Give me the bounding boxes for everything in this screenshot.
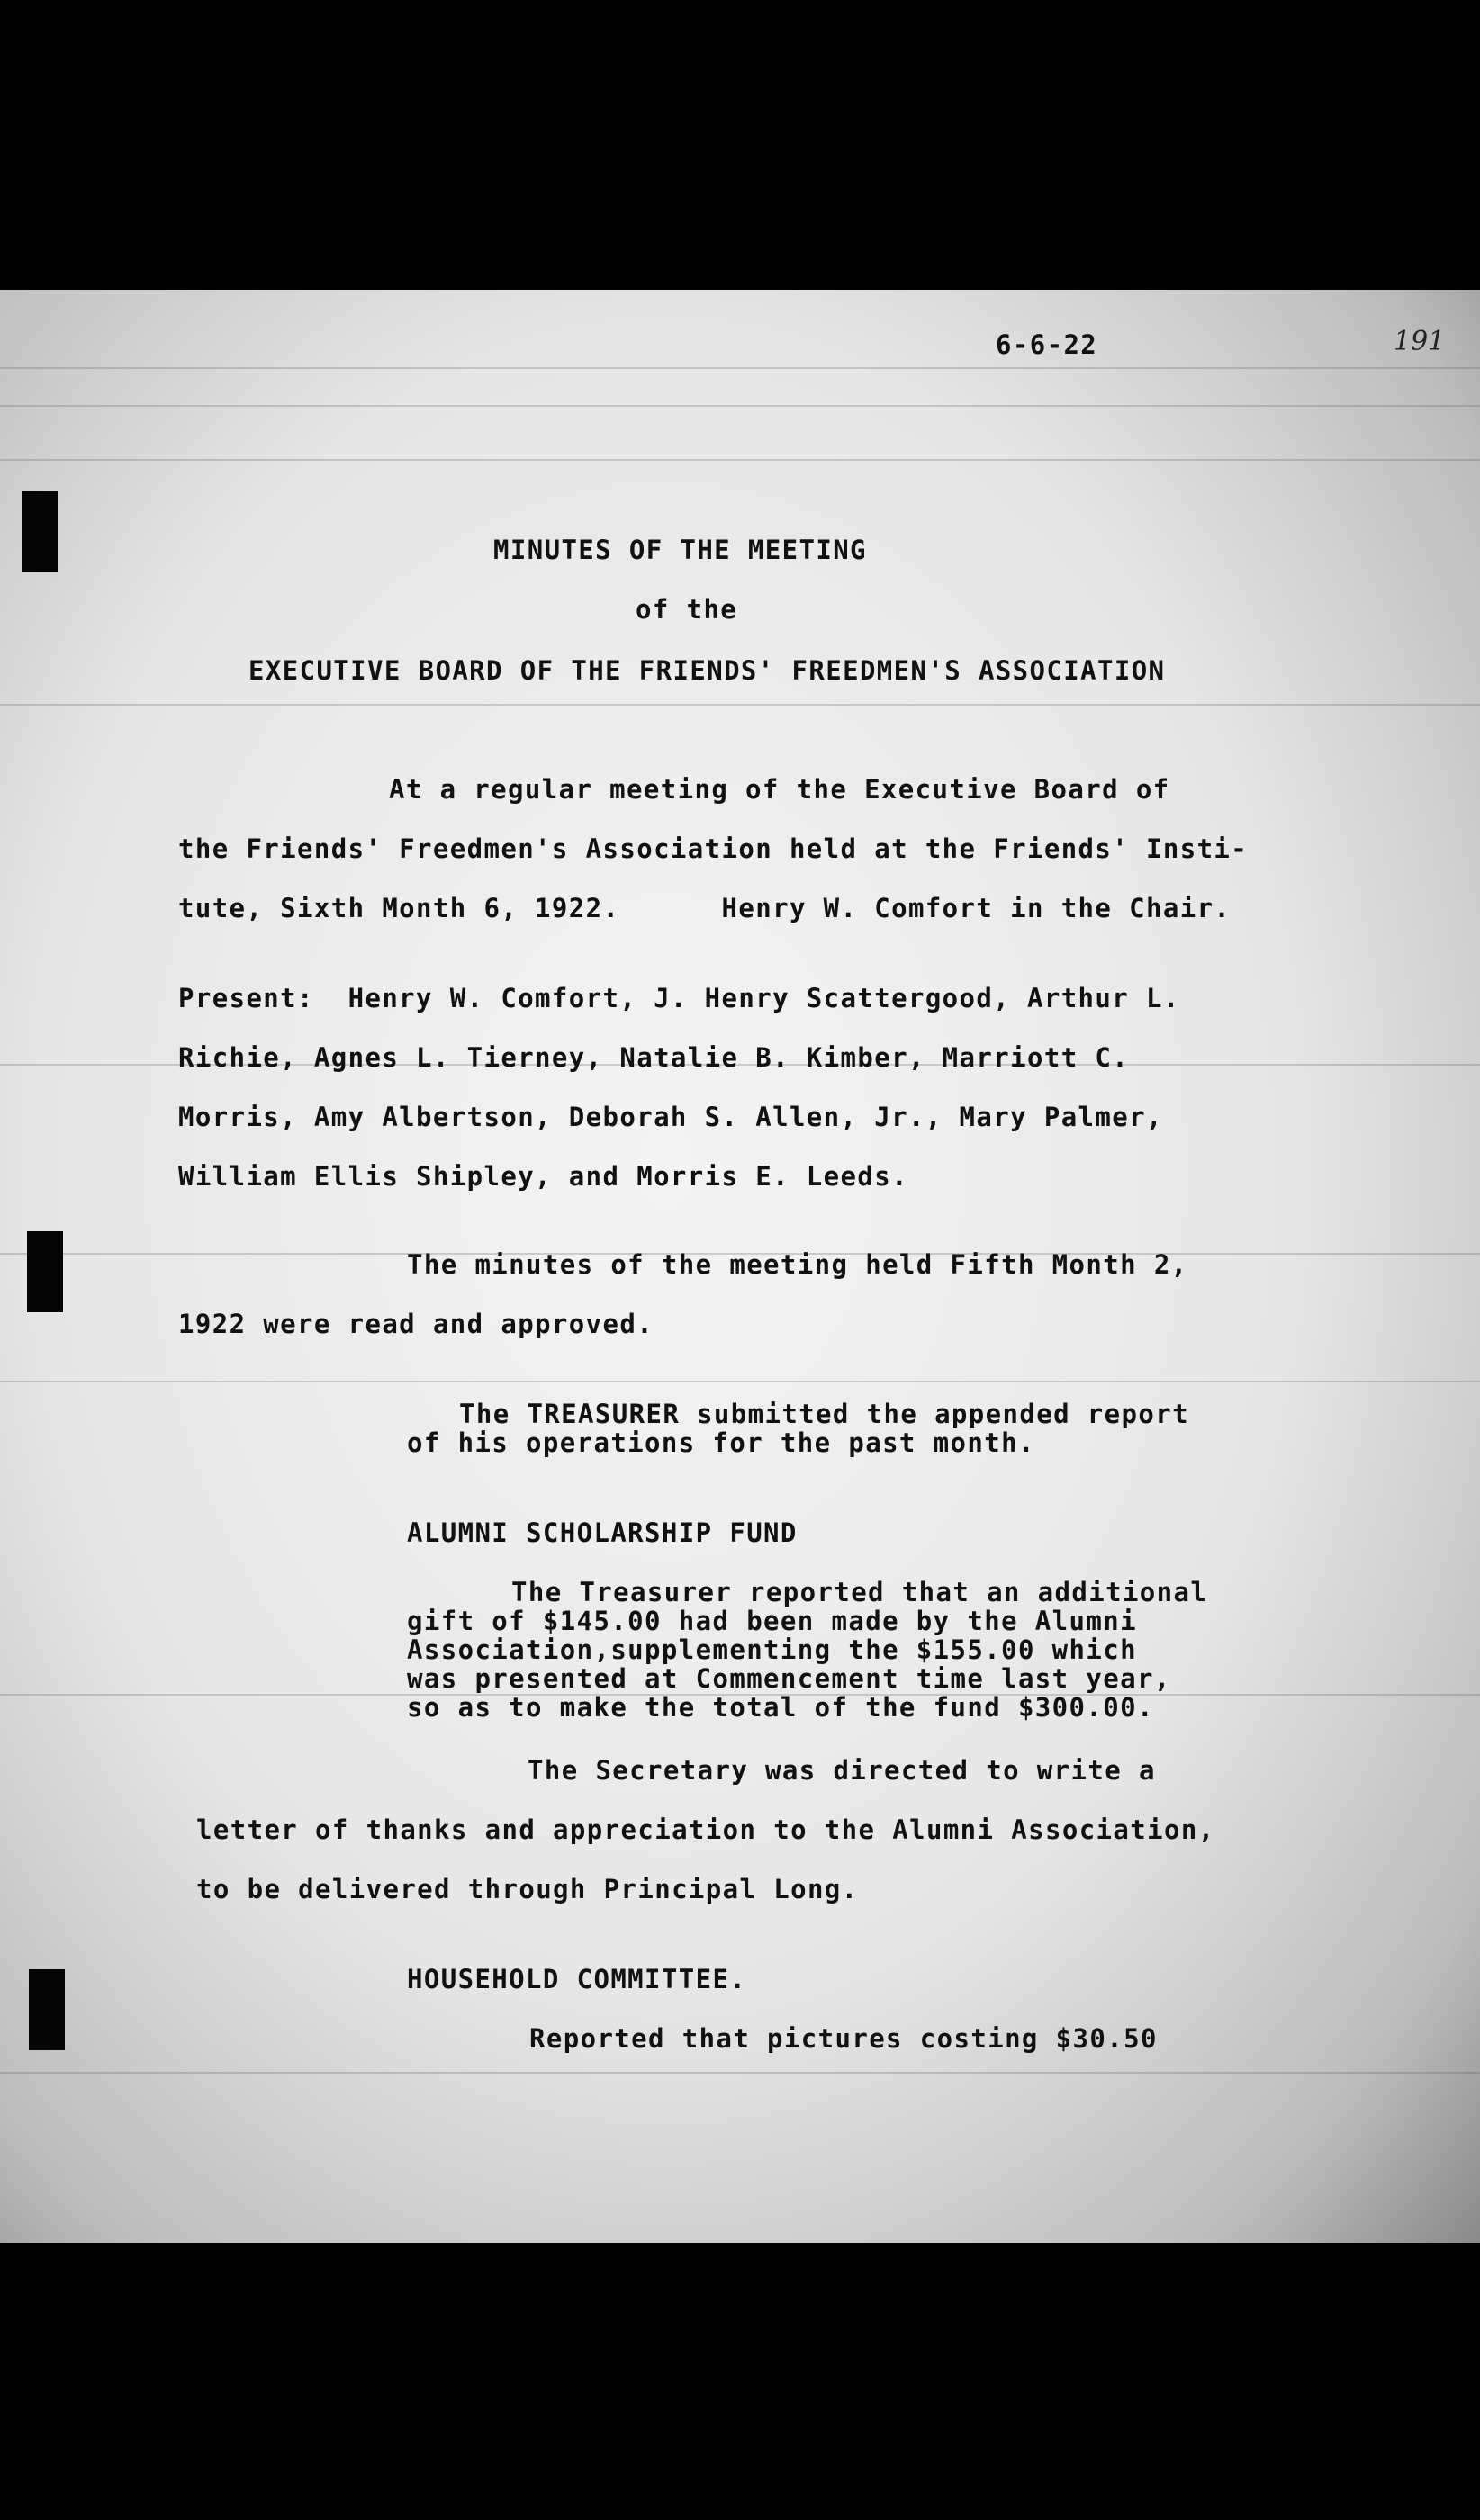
present-line: William Ellis Shipley, and Morris E. Leeds. (178, 1161, 908, 1192)
secretary-line: letter of thanks and appreciation to the Alumni Association, (196, 1814, 1215, 1845)
treasurer-line: of his operations for the past month. (407, 1427, 1035, 1458)
alumni-heading: ALUMNI SCHOLARSHIP FUND (407, 1517, 798, 1548)
secretary-line: to be delivered through Principal Long. (196, 1874, 859, 1904)
alumni-line: was presented at Commencement time last year, (407, 1663, 1171, 1694)
intro-line: tute, Sixth Month 6, 1922. Henry W. Comfort in the Chair. (178, 893, 1232, 923)
household-heading: HOUSEHOLD COMMITTEE. (407, 1964, 747, 1994)
alumni-line: The Treasurer reported that an additional (511, 1577, 1208, 1607)
registration-mark (29, 1969, 65, 2050)
treasurer-line: The TREASURER submitted the appended report (459, 1399, 1189, 1429)
present-line: Morris, Amy Albertson, Deborah S. Allen, Jr., Mary Palmer, (178, 1102, 1163, 1132)
registration-mark (22, 491, 58, 572)
alumni-line: Association,supplementing the $155.00 which (407, 1634, 1137, 1665)
present-line: Present: Henry W. Comfort, J. Henry Scattergood, Arthur L. (178, 983, 1180, 1013)
title-line-1: MINUTES OF THE MEETING (493, 535, 867, 565)
date-stamp: 6-6-22 (996, 329, 1098, 360)
minutes-line: The minutes of the meeting held Fifth Month 2, (407, 1249, 1188, 1280)
present-line: Richie, Agnes L. Tierney, Natalie B. Kimber, Marriott C. (178, 1042, 1130, 1073)
household-line: Reported that pictures costing $30.50 (529, 2023, 1158, 2054)
alumni-line: gift of $145.00 had been made by the Alumni (407, 1606, 1137, 1636)
title-line-3: EXECUTIVE BOARD OF THE FRIENDS' FREEDMEN'S ASSOCIATION (248, 655, 1166, 686)
document-page (0, 290, 1480, 2243)
secretary-line: The Secretary was directed to write a (528, 1755, 1156, 1786)
registration-mark (27, 1231, 63, 1312)
intro-line: the Friends' Freedmen's Association held at the Friends' Insti- (178, 833, 1249, 864)
title-line-2: of the (636, 594, 738, 625)
minutes-line: 1922 were read and approved. (178, 1309, 654, 1339)
intro-line: At a regular meeting of the Executive Board of (389, 774, 1170, 805)
page-number: 191 (1394, 326, 1446, 357)
alumni-line: so as to make the total of the fund $300.00. (407, 1692, 1154, 1723)
